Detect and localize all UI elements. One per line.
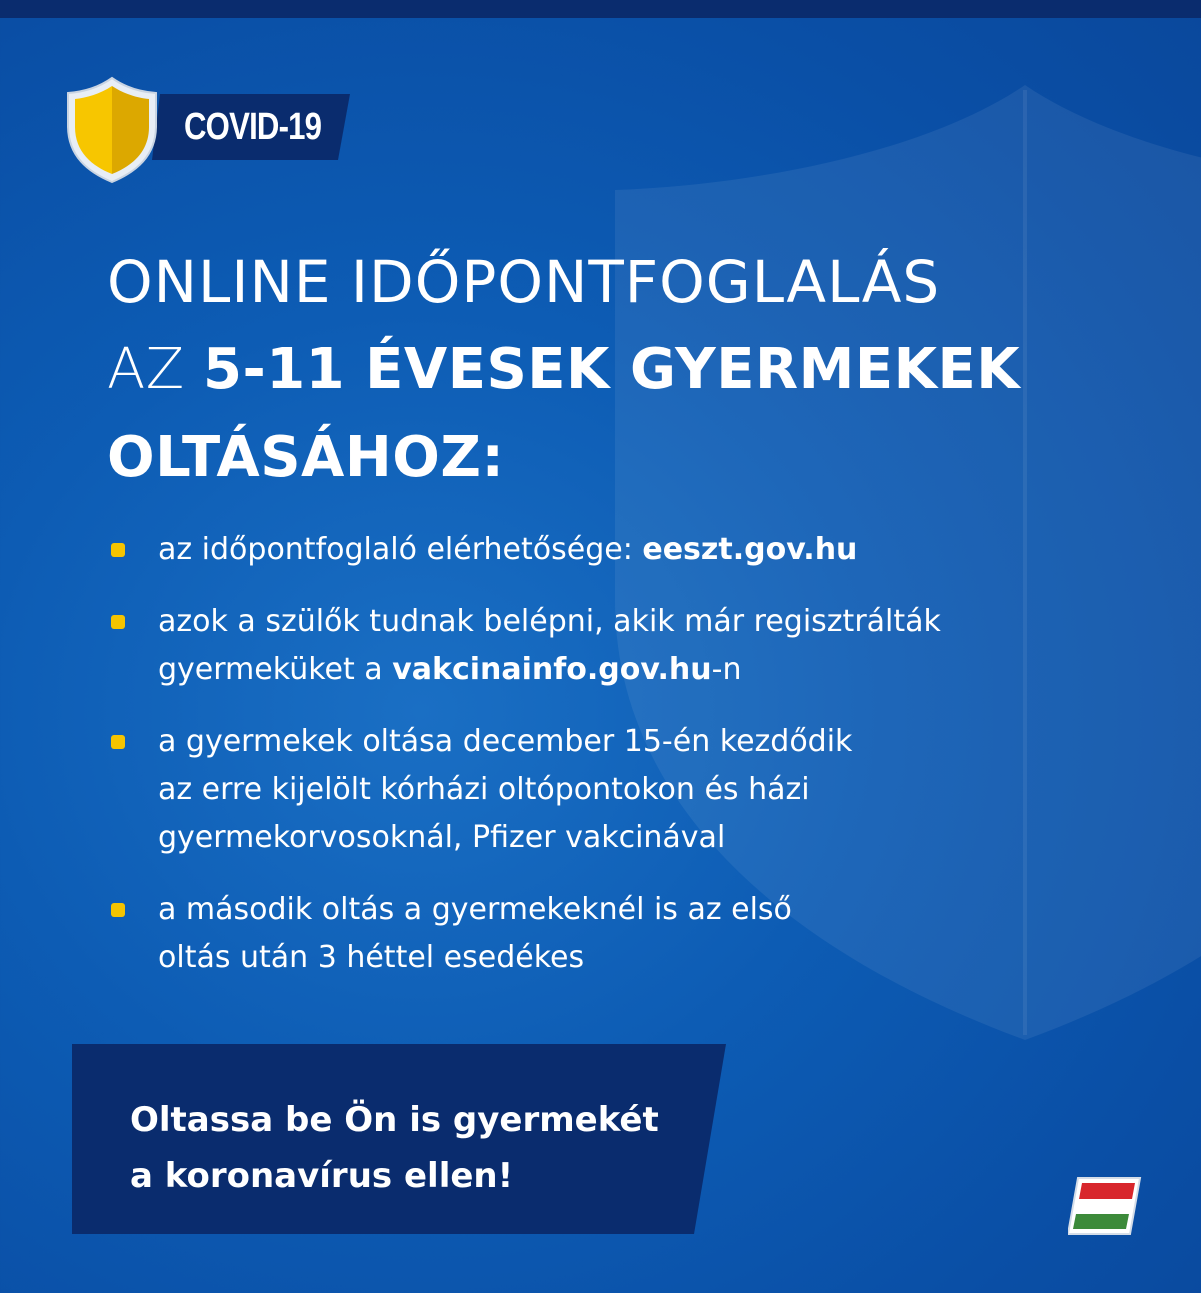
cta-line-2: a koronavírus ellen! [130, 1156, 514, 1196]
bullet-dot-icon [111, 735, 125, 749]
badge-label: COVID-19 [184, 106, 322, 148]
bullet-2-suffix: -n [711, 652, 742, 687]
bullet-dot-icon [111, 543, 125, 557]
cta-text [130, 1092, 659, 1204]
list-item [108, 718, 1168, 862]
headline-line-2-bold: 5-11 ÉVESEK GYERMEKEK [202, 337, 1021, 402]
headline-line-1: ONLINE IDŐPONTFOGLALÁS [107, 248, 941, 316]
bullet-3-line-1: a gyermekek oltása december 15-én kezdődik [158, 724, 853, 759]
cta-line-1: Oltassa be Ön is gyermekét [130, 1100, 659, 1140]
call-to-action-box [72, 1044, 732, 1234]
bullet-2-line-2 [158, 646, 1168, 694]
bullet-dot-icon [111, 903, 125, 917]
top-bar [0, 0, 1201, 18]
bullet-2-prefix: gyermeküket a [158, 652, 393, 687]
shield-icon [62, 74, 162, 186]
headline [107, 238, 1167, 502]
bullet-1-text: az időpontfoglaló elérhetősége: [158, 532, 643, 567]
bullet-dot-icon [111, 615, 125, 629]
hungarian-flag-icon [1068, 1176, 1142, 1236]
bullet-4-line-2: oltás után 3 héttel esedékes [158, 940, 585, 975]
bullet-4-line-1: a második oltás a gyermekeknél is az első [158, 892, 792, 927]
list-item [108, 526, 1168, 574]
bullet-1-line [158, 526, 1168, 574]
bullet-3-line-2: az erre kijelölt kórházi oltópontokon és házi [158, 772, 810, 807]
bullet-3-line-3: gyermekorvosoknál, Pfizer vakcinával [158, 820, 726, 855]
list-item [108, 886, 1168, 982]
bullet-list [108, 526, 1168, 1006]
covid-badge [62, 74, 362, 186]
headline-line-2 [107, 326, 1167, 414]
headline-line-2-prefix: AZ [107, 337, 203, 402]
bullet-2-line-1: azok a szülők tudnak belépni, akik már regisztrálták [158, 604, 941, 639]
headline-line-3: OLTÁSÁHOZ: [107, 425, 505, 490]
list-item [108, 598, 1168, 694]
eeszt-link[interactable]: eeszt.gov.hu [642, 532, 858, 567]
vakcinainfo-link[interactable]: vakcinainfo.gov.hu [392, 652, 712, 687]
